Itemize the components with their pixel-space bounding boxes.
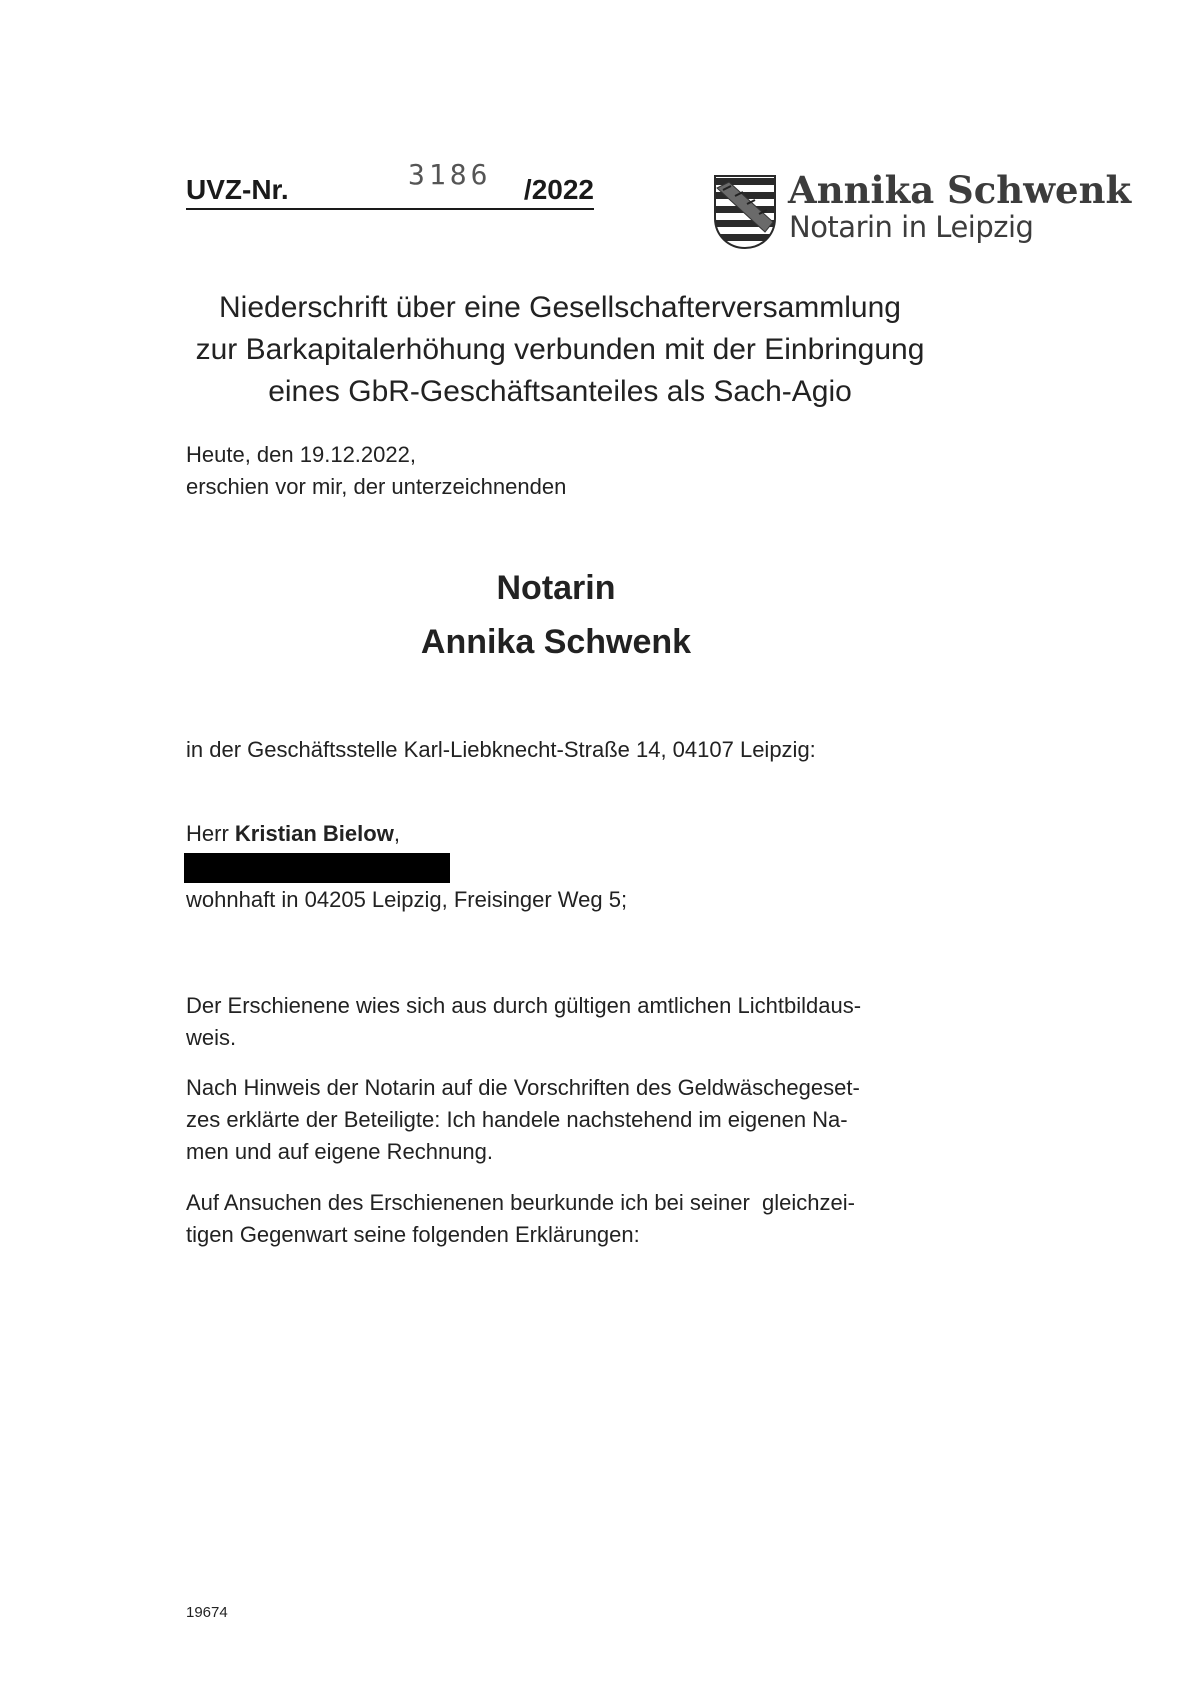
intro-line-1: Heute, den 19.12.2022, bbox=[186, 442, 416, 467]
paragraph-identification bbox=[186, 990, 926, 1054]
paragraph-line: men und auf eigene Rechnung. bbox=[186, 1139, 494, 1164]
party-name-line bbox=[186, 818, 926, 850]
paragraph-line: zes erklärte der Beteiligte: Ich handele nachstehend im eigenen Na- bbox=[186, 1107, 848, 1132]
paragraph-declaration bbox=[186, 1187, 926, 1251]
intro-line-2: erschien vor mir, der unterzeichnenden bbox=[186, 474, 567, 499]
paragraph-line: Der Erschienene wies sich aus durch gültigen amtlichen Lichtbildaus- bbox=[186, 993, 862, 1018]
party-name: Kristian Bielow bbox=[234, 821, 394, 846]
notary-brand-name: Annika Schwenk bbox=[788, 168, 1132, 212]
party-residence: wohnhaft in 04205 Leipzig, Freisinger Weg 5; bbox=[186, 887, 628, 912]
paragraph-line: tigen Gegenwart seine folgenden Erklärungen: bbox=[186, 1222, 640, 1247]
title-line-3: eines GbR-Geschäftsanteiles als Sach-Agio bbox=[268, 375, 852, 408]
uvz-label: UVZ-Nr. bbox=[186, 174, 289, 205]
title-line-2: zur Barkapitalerhöhung verbunden mit der Einbringung bbox=[195, 333, 925, 366]
party-name-suffix: , bbox=[393, 821, 400, 846]
notary-logo bbox=[713, 170, 1153, 256]
paragraph-money-laundering bbox=[186, 1072, 926, 1168]
document-id: 19674 bbox=[186, 1604, 228, 1621]
notary-heading bbox=[186, 561, 926, 669]
uvz-handwritten-number: 3186 bbox=[408, 158, 492, 191]
document-title bbox=[160, 287, 960, 413]
party-salutation: Herr bbox=[186, 821, 235, 846]
notary-title: Notarin bbox=[496, 569, 616, 607]
uvz-number-field bbox=[186, 158, 594, 210]
notary-name: Annika Schwenk bbox=[420, 623, 692, 661]
intro-text bbox=[186, 439, 926, 503]
saxony-coat-of-arms-icon bbox=[713, 174, 777, 250]
uvz-year: /2022 bbox=[523, 174, 594, 205]
location-line: in der Geschäftsstelle Karl-Liebknecht-Straße 14, 04107 Leipzig: bbox=[186, 737, 816, 762]
notary-brand-subtitle: Notarin in Leipzig bbox=[789, 210, 1034, 244]
paragraph-line: Nach Hinweis der Notarin auf die Vorschriften des Geldwäschegeset- bbox=[186, 1075, 860, 1100]
title-line-1: Niederschrift über eine Gesellschafterversammlung bbox=[219, 291, 901, 324]
paragraph-line: Auf Ansuchen des Erschienenen beurkunde ich bei seiner gleichzei- bbox=[186, 1190, 855, 1215]
redaction-bar bbox=[184, 853, 450, 883]
paragraph-line: weis. bbox=[186, 1025, 237, 1050]
